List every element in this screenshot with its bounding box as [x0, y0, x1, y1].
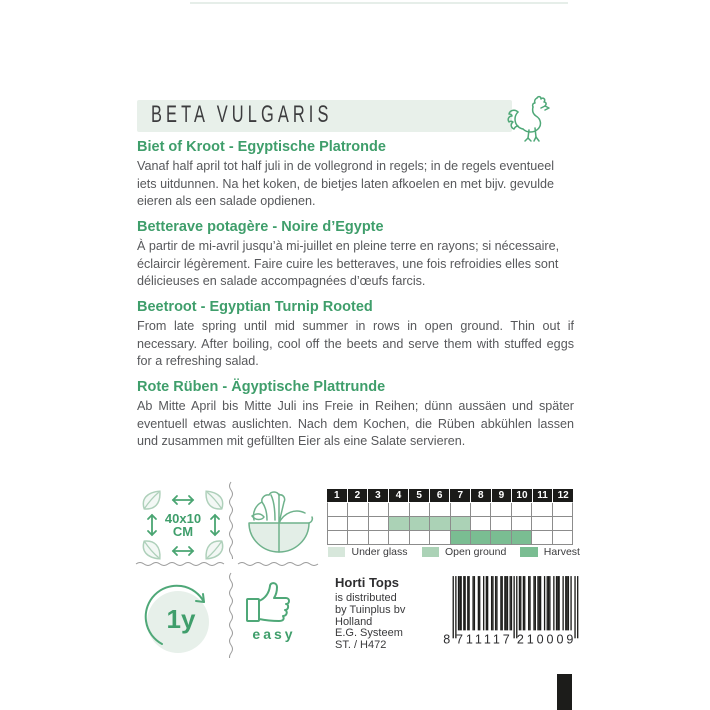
calendar-cell [451, 517, 471, 530]
section-nl [137, 139, 574, 211]
calendar-cell [471, 503, 491, 516]
calendar-month-6: 6 [430, 489, 451, 502]
section-body-fr: À partir de mi-avril jusqu’à mi-juillet en pleine terre en rayons; si nécessaire, éclaircir légèrement. Faire cuire les betteraves, une fois refroidies elles sont délicieuses en salade accompagnées d’œufs farcis. [137, 239, 560, 289]
spacing-label [165, 512, 201, 538]
calendar-cell [491, 517, 511, 530]
calendar-cell [553, 517, 572, 530]
distributor-lines [335, 593, 435, 652]
calendar-month-12: 12 [557, 490, 569, 501]
calendar-cell [553, 531, 572, 544]
distributor-line: by Tuinplus bv [335, 603, 406, 616]
distributor-line: E.G. Systeem [335, 627, 403, 640]
annual-cycle-icon [140, 578, 222, 658]
legend-swatch [422, 547, 439, 557]
rooster-icon [503, 94, 559, 144]
calendar-cell [410, 503, 430, 516]
calendar-body [327, 502, 573, 545]
sowing-calendar [327, 489, 573, 545]
horizontal-arrow-icon [169, 545, 197, 557]
calendar-legend [328, 546, 588, 558]
leaf-icon [139, 487, 164, 512]
brand-name: Horti Tops [335, 575, 400, 590]
section-de [137, 379, 574, 451]
calendar-cell [348, 531, 368, 544]
calendar-cell [348, 517, 368, 530]
calendar-month-3: 3 [368, 489, 389, 502]
thumbs-up-icon [244, 577, 304, 625]
calendar-row-open-ground [328, 517, 572, 531]
distributor-line: Holland [335, 615, 373, 628]
page-title: BETA VULGARIS [151, 101, 333, 129]
title-banner [137, 100, 512, 132]
legend-label: Open ground [445, 546, 507, 558]
barcode-digit-first: 8 [443, 632, 451, 645]
calendar-cell [430, 517, 450, 530]
spacing-unit: CM [172, 524, 194, 539]
calendar-cell [389, 503, 409, 516]
print-edge-line [190, 2, 568, 4]
calendar-cell [491, 531, 511, 544]
distributor-line: ST. / H472 [335, 639, 387, 652]
plant-spacing-icon [138, 486, 228, 564]
calendar-cell [369, 531, 389, 544]
calendar-cell [471, 531, 491, 544]
calendar-month-8: 8 [471, 489, 492, 502]
calendar-month-11: 11 [533, 489, 554, 502]
horizontal-arrow-icon [169, 494, 197, 506]
divider-horizontal [237, 560, 319, 568]
calendar-cell [348, 503, 368, 516]
calendar-cell [471, 517, 491, 530]
divider-vertical [227, 481, 235, 559]
leaf-icon [202, 487, 227, 512]
section-fr [137, 219, 574, 291]
calendar-cell [451, 531, 471, 544]
calendar-cell [532, 531, 552, 544]
calendar-month-1: 1 [327, 489, 348, 502]
section-heading-fr: Betterave potagère - Noire d’Egypte [137, 219, 384, 235]
legend-swatch [328, 547, 345, 557]
section-body-de: Ab Mitte April bis Mitte Juli ins Freie in Reihen; dünn aussäen und später eventuell etwas auslichten. Nach dem Kochen, die Rüben abkühlen lassen und zusammen mit gefüllten Eier als eine Salate servieren. [137, 399, 574, 449]
difficulty-label: easy [252, 626, 296, 642]
calendar-cell [328, 517, 348, 530]
calendar-cell [532, 503, 552, 516]
barcode-bars [453, 576, 579, 638]
calendar-cell [512, 517, 532, 530]
vertical-arrow-icon [146, 512, 158, 538]
barcode-digits-left: 711117 [456, 632, 513, 645]
legend-label: Harvest [543, 546, 580, 558]
calendar-cell [410, 517, 430, 530]
calendar-cell [389, 531, 409, 544]
calendar-cell [389, 517, 409, 530]
calendar-cell [328, 531, 348, 544]
salad-bowl-icon [240, 486, 318, 562]
calendar-cell [512, 531, 532, 544]
calendar-cell [328, 503, 348, 516]
calendar-cell [430, 531, 450, 544]
legend-swatch [520, 547, 537, 557]
calendar-cell [553, 503, 572, 516]
section-heading-nl: Biet of Kroot - Egyptische Platronde [137, 139, 386, 155]
vertical-arrow-icon [209, 512, 221, 538]
legend-label: Under glass [351, 546, 408, 558]
calendar-cell [430, 503, 450, 516]
print-registration-mark [557, 674, 572, 710]
calendar-cell [451, 503, 471, 516]
calendar-month-10: 10 [512, 489, 533, 502]
distributor-block [335, 575, 435, 652]
duration-label: 1y [166, 604, 196, 634]
calendar-month-5: 5 [409, 489, 430, 502]
calendar-row-under-glass [328, 503, 572, 517]
calendar-cell [410, 531, 430, 544]
divider-vertical [227, 572, 235, 658]
calendar-cell [369, 503, 389, 516]
section-heading-de: Rote Rüben - Ägyptische Plattrunde [137, 379, 386, 395]
section-heading-en: Beetroot - Egyptian Turnip Rooted [137, 299, 373, 315]
section-body-en: From late spring until mid summer in rows in open ground. Thin out if necessary. After boiling, cool off the beets and serve them with stuffed eggs for a refreshing salad. [137, 319, 574, 369]
distributor-line: is distributed [335, 592, 397, 604]
calendar-row-harvest [328, 531, 572, 544]
divider-horizontal [135, 560, 227, 568]
calendar-header-row [327, 489, 573, 502]
section-en [137, 299, 574, 371]
calendar-cell [532, 517, 552, 530]
calendar-month-7: 7 [450, 489, 471, 502]
ean-barcode [438, 576, 581, 645]
calendar-cell [369, 517, 389, 530]
calendar-cell [491, 503, 511, 516]
calendar-month-2: 2 [348, 489, 369, 502]
calendar-month-4: 4 [389, 489, 410, 502]
barcode-digits-right: 210009 [516, 632, 577, 645]
spacing-value: 40x10 [164, 511, 202, 526]
section-body-nl: Vanaf half april tot half juli in de vollegrond in regels; in de regels eventueel iets uitdunnen. Na het koken, de bietjes laten afkoelen en met bijv. gevulde eieren als een salade opdienen. [137, 159, 555, 209]
calendar-month-9: 9 [492, 489, 513, 502]
calendar-cell [512, 503, 532, 516]
